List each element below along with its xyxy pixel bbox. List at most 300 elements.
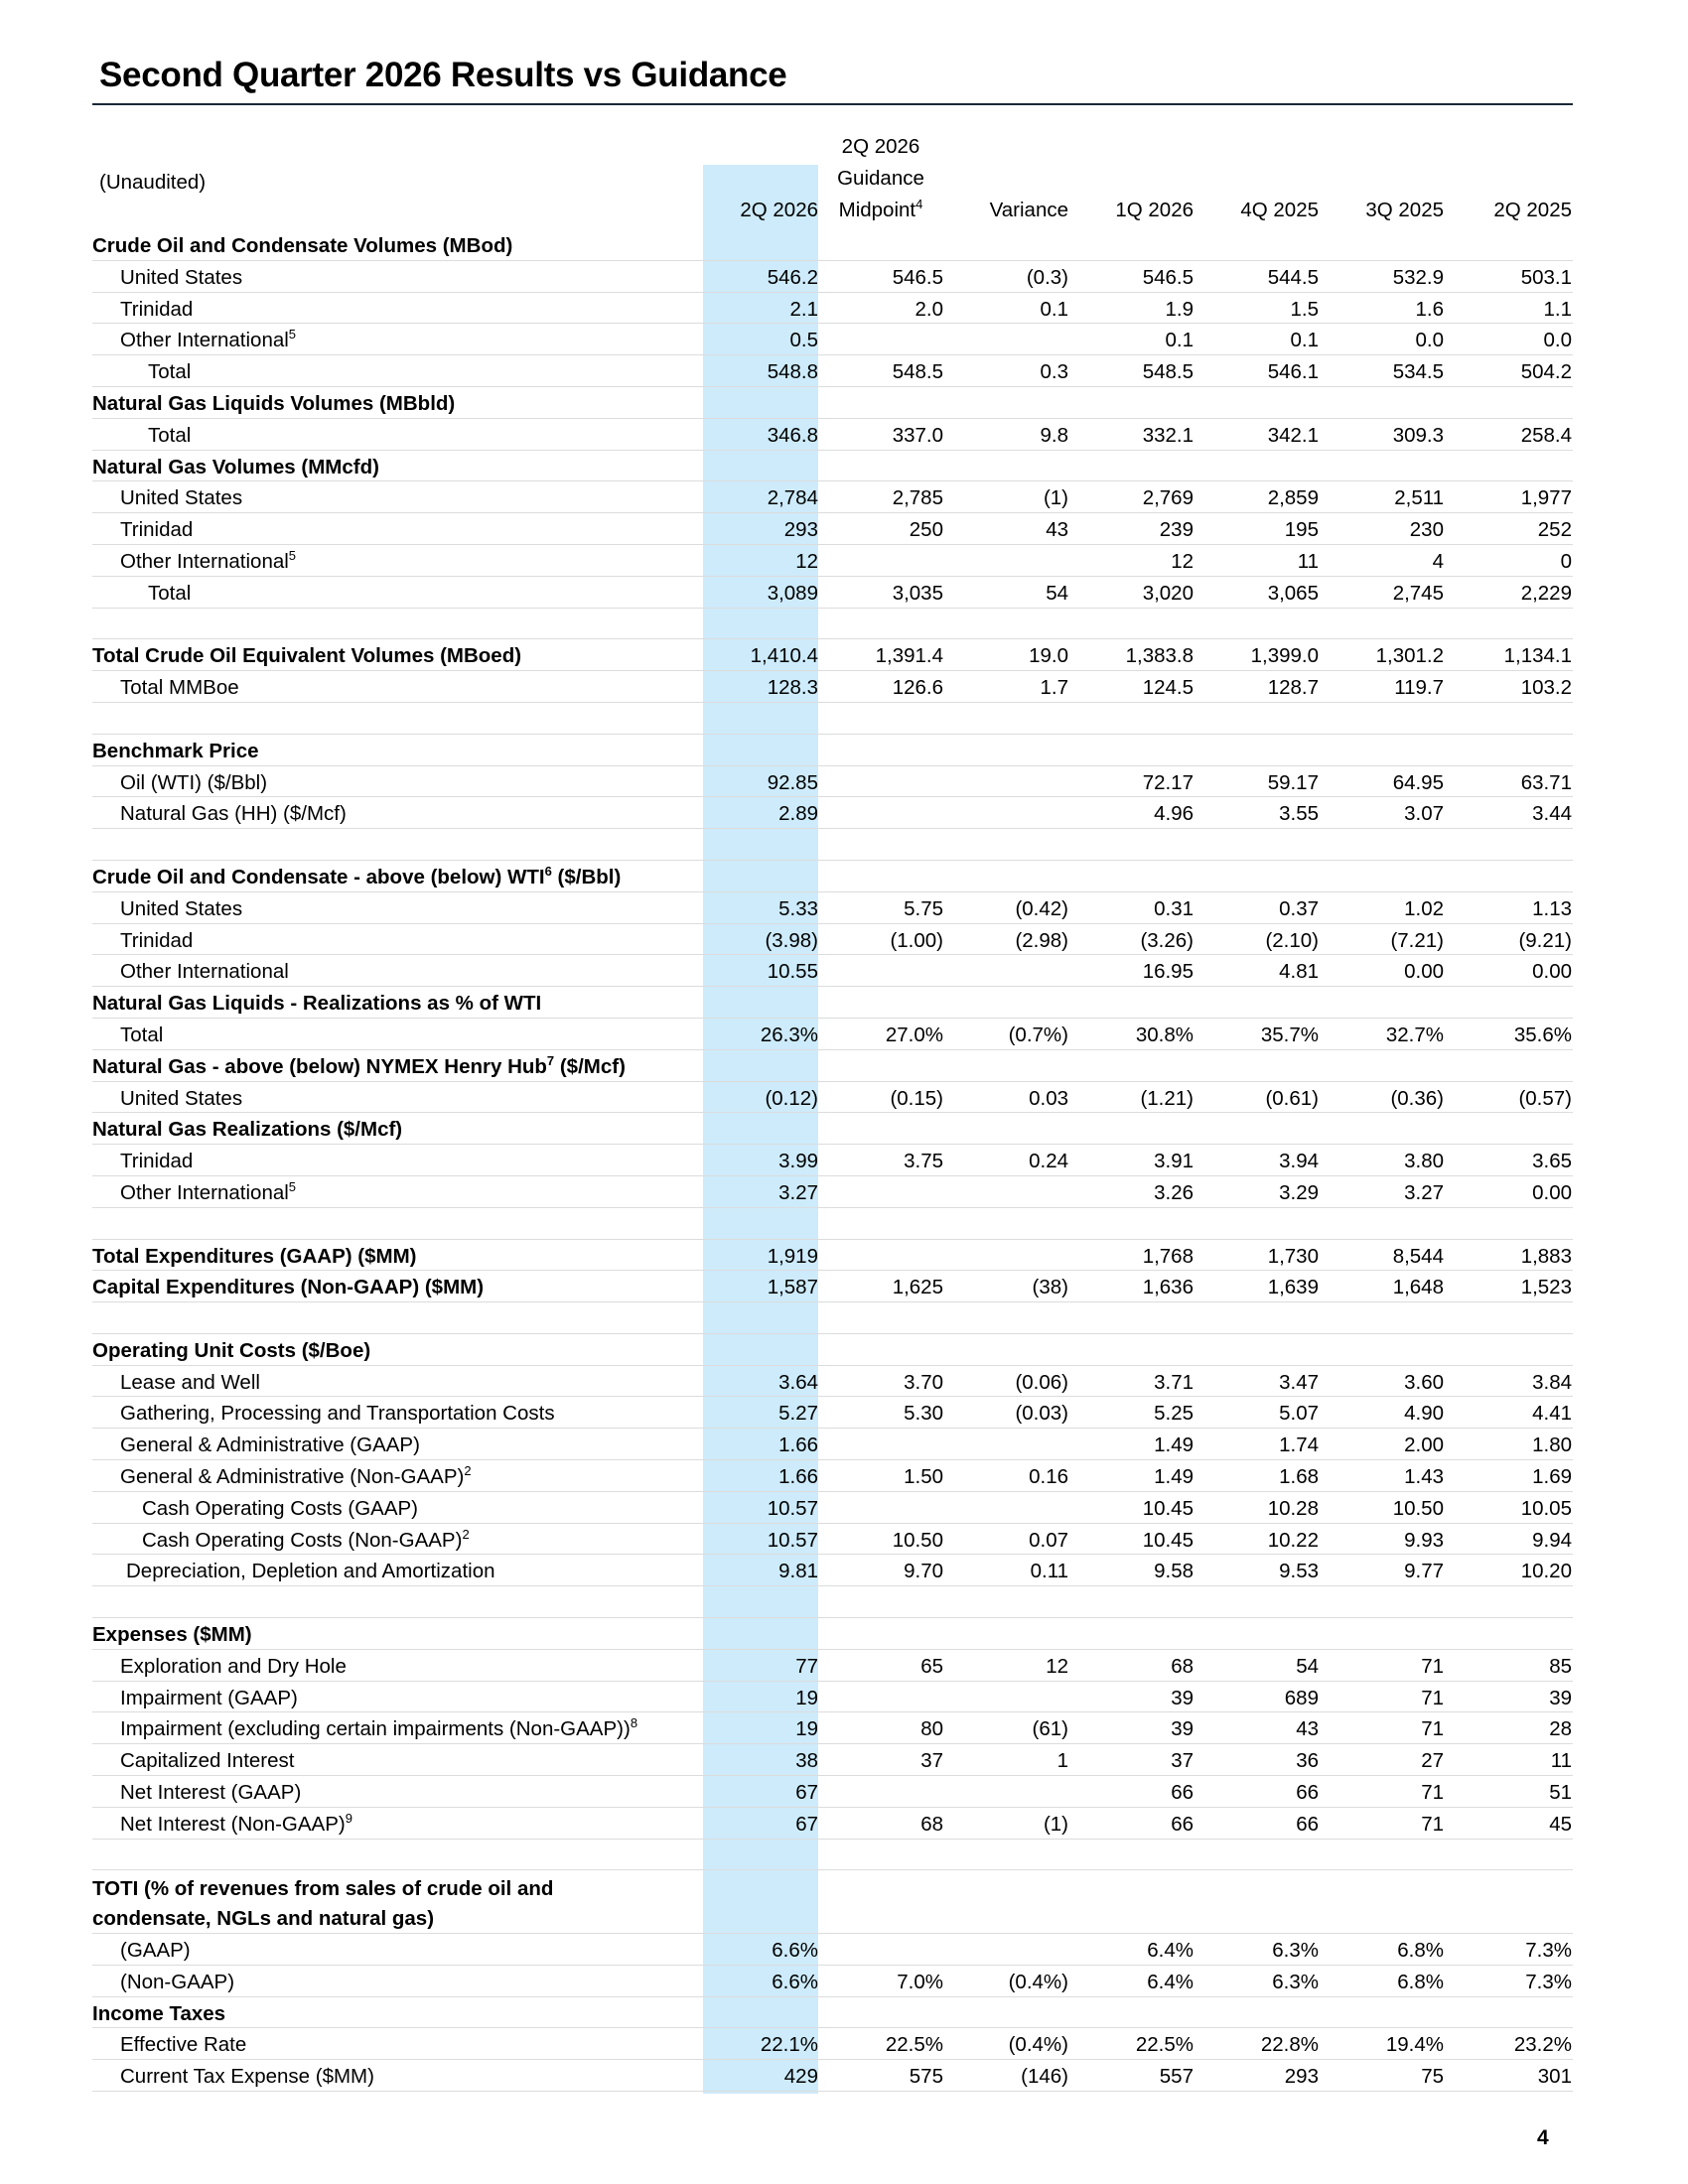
- table-cell: 534.5: [1392, 360, 1444, 384]
- table-cell: 3,065: [1267, 581, 1319, 605]
- table-cell: 39: [1171, 1717, 1194, 1741]
- table-cell: 6.3%: [1272, 1970, 1319, 1993]
- table-cell: (146): [1021, 2065, 1068, 2089]
- table-cell: 504.2: [1520, 360, 1572, 384]
- table-cell: 67: [795, 1781, 818, 1805]
- table-cell: 3.27: [778, 1180, 818, 1204]
- table-cell: 0.1: [1290, 329, 1319, 352]
- table-row: [92, 1682, 1573, 1713]
- table-row: [92, 1334, 1573, 1366]
- table-row: [92, 1586, 1573, 1618]
- table-cell: 128.7: [1267, 676, 1319, 700]
- table-cell: 1.80: [1532, 1433, 1572, 1457]
- row-label: Current Tax Expense ($MM): [120, 2065, 374, 2089]
- table-row: [92, 1712, 1573, 1744]
- row-label: Cash Operating Costs (GAAP): [142, 1496, 418, 1520]
- table-cell: 10.45: [1142, 1528, 1194, 1552]
- table-cell: 0.11: [1030, 1560, 1068, 1583]
- table-cell: 1,883: [1520, 1244, 1572, 1268]
- table-cell: 37: [1171, 1749, 1194, 1773]
- table-cell: 66: [1296, 1781, 1319, 1805]
- table-cell: 429: [783, 2065, 818, 2089]
- table-cell: 1,134.1: [1503, 644, 1572, 668]
- row-label: United States: [120, 896, 243, 920]
- table-cell: 2.00: [1404, 1433, 1444, 1457]
- table-row: [92, 1966, 1573, 1997]
- row-label: United States: [120, 1086, 243, 1110]
- table-row: [92, 1302, 1573, 1334]
- table-cell: 3,035: [892, 581, 943, 605]
- footnote-marker: 9: [345, 1811, 352, 1827]
- table-cell: 575: [909, 2065, 943, 2089]
- table-cell: 10.45: [1142, 1496, 1194, 1520]
- table-cell: 6.4%: [1147, 1939, 1194, 1963]
- table-row: [92, 1240, 1573, 1272]
- table-cell: 11: [1550, 1749, 1572, 1773]
- table-cell: 1,636: [1142, 1276, 1194, 1299]
- table-cell: 1.68: [1279, 1465, 1319, 1489]
- column-header-6-line-3: 2Q 2025: [1493, 199, 1572, 221]
- table-cell: 66: [1296, 1812, 1319, 1836]
- table-cell: 71: [1421, 1781, 1444, 1805]
- table-cell: 43: [1296, 1717, 1319, 1741]
- table-cell: (0.42): [1015, 896, 1068, 920]
- table-cell: 9.94: [1532, 1528, 1572, 1552]
- table-cell: 67: [795, 1812, 818, 1836]
- table-cell: 6.6%: [772, 1939, 818, 1963]
- table-cell: 5.07: [1279, 1402, 1319, 1426]
- table-cell: (1.21): [1140, 1086, 1194, 1110]
- table-row: [92, 671, 1573, 703]
- table-cell: 6.8%: [1397, 1939, 1444, 1963]
- row-label: Expenses ($MM): [92, 1623, 252, 1647]
- table-cell: 532.9: [1392, 265, 1444, 289]
- table-cell: 2,511: [1394, 486, 1444, 510]
- table-cell: 548.8: [767, 360, 818, 384]
- table-cell: 3.55: [1279, 802, 1319, 826]
- table-cell: 4: [1432, 549, 1444, 573]
- footnote-marker: 5: [288, 1179, 297, 1195]
- table-cell: 10.57: [767, 1496, 818, 1520]
- results-table: [92, 229, 1573, 2092]
- table-cell: 252: [1537, 518, 1572, 542]
- table-cell: 19.4%: [1385, 2033, 1444, 2057]
- table-row: [92, 1019, 1573, 1050]
- table-row: [92, 577, 1573, 609]
- row-label: Capital Expenditures (Non-GAAP) ($MM): [92, 1276, 485, 1299]
- table-cell: 4.90: [1404, 1402, 1444, 1426]
- row-label: Natural Gas Liquids - Realizations as % of WTI: [92, 992, 542, 1016]
- table-row: [92, 2028, 1573, 2060]
- table-cell: 3.75: [904, 1150, 943, 1173]
- row-label: Total: [148, 581, 192, 605]
- table-cell: 16.95: [1142, 960, 1194, 984]
- footnote-marker: 2: [462, 1526, 470, 1542]
- row-label: Natural Gas Realizations ($/Mcf): [92, 1118, 403, 1142]
- column-header-2-line-3: Variance: [989, 199, 1068, 221]
- table-row: [92, 1145, 1573, 1176]
- table-row: [92, 1208, 1573, 1240]
- table-cell: 2.1: [789, 297, 818, 321]
- table-cell: 557: [1159, 2065, 1194, 2089]
- table-cell: 1.49: [1154, 1433, 1194, 1457]
- table-cell: 22.5%: [885, 2033, 943, 2057]
- table-cell: 0.16: [1029, 1465, 1068, 1489]
- table-row: [92, 1429, 1573, 1460]
- table-cell: 1,391.4: [875, 644, 943, 668]
- table-cell: 103.2: [1520, 676, 1572, 700]
- table-row: [92, 829, 1573, 861]
- table-cell: (9.21): [1518, 928, 1572, 952]
- table-row: [92, 1997, 1573, 2029]
- table-cell: 12: [1046, 1654, 1068, 1678]
- table-cell: 1,410.4: [750, 644, 818, 668]
- row-label: Total Expenditures (GAAP) ($MM): [92, 1244, 417, 1268]
- table-row: [92, 293, 1573, 325]
- table-cell: 3.70: [904, 1370, 943, 1394]
- table-cell: 12: [795, 549, 818, 573]
- table-cell: 22.8%: [1260, 2033, 1319, 2057]
- table-cell: 2,229: [1520, 581, 1572, 605]
- table-cell: 0.03: [1029, 1086, 1068, 1110]
- table-cell: 1,587: [767, 1276, 818, 1299]
- table-cell: (61): [1032, 1717, 1068, 1741]
- row-label: Trinidad: [120, 928, 194, 952]
- table-cell: 1.02: [1404, 896, 1444, 920]
- table-cell: 546.5: [1142, 265, 1194, 289]
- table-cell: 19: [795, 1717, 818, 1741]
- table-cell: 1,648: [1392, 1276, 1444, 1299]
- table-row: [92, 387, 1573, 419]
- table-cell: (1): [1043, 1812, 1068, 1836]
- table-cell: 0.0: [1415, 329, 1444, 352]
- table-cell: 1,768: [1142, 1244, 1194, 1268]
- table-cell: 12: [1171, 549, 1194, 573]
- table-cell: 195: [1284, 518, 1319, 542]
- table-row: [92, 1744, 1573, 1776]
- table-cell: 6.3%: [1272, 1939, 1319, 1963]
- table-cell: 548.5: [892, 360, 943, 384]
- table-cell: 27.0%: [885, 1023, 943, 1046]
- table-row: [92, 987, 1573, 1019]
- table-cell: 68: [1171, 1654, 1194, 1678]
- table-cell: 19.0: [1029, 644, 1068, 668]
- table-cell: 1.69: [1532, 1465, 1572, 1489]
- table-cell: 10.50: [892, 1528, 943, 1552]
- table-cell: 39: [1171, 1686, 1194, 1709]
- table-cell: 10.22: [1267, 1528, 1319, 1552]
- row-label: TOTI (% of revenues from sales of crude oil and condensate, NGLs and natural gas): [92, 1877, 554, 1931]
- table-cell: 1.9: [1165, 297, 1194, 321]
- table-cell: 5.25: [1154, 1402, 1194, 1426]
- table-row: [92, 2060, 1573, 2092]
- table-row: [92, 924, 1573, 956]
- table-row: [92, 261, 1573, 293]
- table-cell: 6.8%: [1397, 1970, 1444, 1993]
- table-row: [92, 1113, 1573, 1145]
- table-row: [92, 324, 1573, 355]
- table-cell: 64.95: [1392, 770, 1444, 794]
- table-cell: (0.15): [890, 1086, 943, 1110]
- table-row: [92, 1366, 1573, 1398]
- table-cell: (0.12): [765, 1086, 818, 1110]
- row-label: Other International$^5$: [120, 548, 297, 573]
- row-label: Total: [148, 423, 192, 447]
- row-label: Impairment (GAAP): [120, 1686, 298, 1709]
- unaudited-label: (Unaudited): [99, 171, 207, 194]
- page-number: 4: [1537, 2126, 1549, 2149]
- table-row: [92, 1050, 1573, 1082]
- table-cell: 126.6: [892, 676, 943, 700]
- table-cell: 10.20: [1520, 1560, 1572, 1583]
- row-label: Impairment (excluding certain impairments (Non-GAAP))$^8$: [120, 1715, 638, 1741]
- table-cell: 1.49: [1154, 1465, 1194, 1489]
- table-cell: 546.1: [1267, 360, 1319, 384]
- table-cell: 66: [1171, 1781, 1194, 1805]
- table-cell: 2,785: [892, 486, 943, 510]
- row-label: Trinidad: [120, 1150, 194, 1173]
- table-cell: 0.5: [789, 329, 818, 352]
- table-cell: 9.93: [1404, 1528, 1444, 1552]
- table-row: [92, 703, 1573, 735]
- row-label: Other International$^5$: [120, 327, 297, 352]
- table-cell: 239: [1159, 518, 1194, 542]
- table-cell: 3.44: [1532, 802, 1572, 826]
- title-divider: [92, 103, 1573, 105]
- table-cell: 37: [920, 1749, 943, 1773]
- table-row: [92, 1082, 1573, 1114]
- table-cell: 1.50: [904, 1465, 943, 1489]
- table-cell: 230: [1409, 518, 1444, 542]
- table-cell: 7.3%: [1525, 1970, 1572, 1993]
- table-cell: 5.33: [778, 896, 818, 920]
- row-label: Other International: [120, 960, 289, 984]
- table-cell: 1,919: [767, 1244, 818, 1268]
- table-cell: 0.24: [1029, 1150, 1068, 1173]
- table-row: [92, 1271, 1573, 1302]
- table-cell: 4.81: [1279, 960, 1319, 984]
- table-row: [92, 1492, 1573, 1524]
- table-cell: 3.26: [1154, 1180, 1194, 1204]
- table-row: [92, 1460, 1573, 1492]
- table-cell: (0.4%): [1008, 1970, 1068, 1993]
- table-cell: 0.00: [1404, 960, 1444, 984]
- table-cell: 9.81: [778, 1560, 818, 1583]
- table-cell: 1,523: [1520, 1276, 1572, 1299]
- table-row: [92, 735, 1573, 766]
- column-header-4-line-3: 4Q 2025: [1240, 199, 1319, 221]
- table-cell: 258.4: [1520, 423, 1572, 447]
- row-label: Oil (WTI) ($/Bbl): [120, 770, 268, 794]
- table-row: [92, 419, 1573, 451]
- table-row: [92, 1397, 1573, 1429]
- table-cell: 2.89: [778, 802, 818, 826]
- table-row: [92, 1618, 1573, 1650]
- table-cell: 77: [795, 1654, 818, 1678]
- table-row: [92, 955, 1573, 987]
- table-row: [92, 513, 1573, 545]
- table-row: [92, 481, 1573, 513]
- table-cell: 9.77: [1404, 1560, 1444, 1583]
- table-cell: 0.0: [1543, 329, 1572, 352]
- table-row: [92, 861, 1573, 892]
- table-cell: 0.37: [1279, 896, 1319, 920]
- table-cell: 3.99: [778, 1150, 818, 1173]
- table-cell: 544.5: [1267, 265, 1319, 289]
- table-cell: 1,639: [1267, 1276, 1319, 1299]
- row-label: Natural Gas Liquids Volumes (MBbld): [92, 391, 456, 415]
- row-label: Lease and Well: [120, 1370, 260, 1394]
- row-label: Gathering, Processing and Transportation Costs: [120, 1402, 555, 1426]
- table-cell: (0.61): [1265, 1086, 1319, 1110]
- table-cell: 43: [1046, 518, 1068, 542]
- table-cell: 72.17: [1142, 770, 1194, 794]
- table-cell: 2,745: [1392, 581, 1444, 605]
- table-cell: 1,730: [1267, 1244, 1319, 1268]
- column-header-1-line-3: Midpoint$^4$: [838, 197, 923, 221]
- row-label: Crude Oil and Condensate - above (below) WTI$^6$ ($/Bbl): [92, 864, 622, 888]
- table-cell: (0.36): [1390, 1086, 1444, 1110]
- table-cell: 0.1: [1165, 329, 1194, 352]
- column-header-1-line-2: Guidance: [837, 167, 924, 190]
- table-cell: 28: [1549, 1717, 1572, 1741]
- row-label: General & Administrative (Non-GAAP)$^2$: [120, 1463, 472, 1489]
- table-cell: 45: [1549, 1812, 1572, 1836]
- table-row: [92, 892, 1573, 924]
- table-cell: 38: [795, 1749, 818, 1773]
- table-cell: 11: [1297, 549, 1319, 573]
- table-cell: 54: [1296, 1654, 1319, 1678]
- table-cell: 7.3%: [1525, 1939, 1572, 1963]
- row-label: Effective Rate: [120, 2033, 247, 2057]
- table-cell: 9.58: [1154, 1560, 1194, 1583]
- table-cell: 3.64: [778, 1370, 818, 1394]
- table-cell: 3.80: [1404, 1150, 1444, 1173]
- table-cell: 10.05: [1520, 1496, 1572, 1520]
- table-cell: (7.21): [1390, 928, 1444, 952]
- table-cell: 1.66: [778, 1433, 818, 1457]
- page-title: Second Quarter 2026 Results vs Guidance: [99, 56, 787, 94]
- table-cell: 68: [920, 1812, 943, 1836]
- table-cell: 119.7: [1394, 676, 1444, 700]
- table-cell: 1,399.0: [1250, 644, 1319, 668]
- table-row: [92, 609, 1573, 640]
- table-row: [92, 1776, 1573, 1808]
- table-row: [92, 1176, 1573, 1208]
- footnote-marker: 7: [546, 1052, 555, 1068]
- table-cell: 5.27: [778, 1402, 818, 1426]
- footnote-marker: 4: [915, 197, 923, 212]
- table-cell: 546.2: [767, 265, 818, 289]
- table-row: [92, 766, 1573, 798]
- table-cell: 128.3: [767, 676, 818, 700]
- row-label: Net Interest (Non-GAAP)$^9$: [120, 1811, 352, 1836]
- row-label: Depreciation, Depletion and Amortization: [126, 1560, 495, 1583]
- table-row: [92, 1870, 1573, 1934]
- table-cell: 0.07: [1029, 1528, 1068, 1552]
- table-cell: (0.03): [1015, 1402, 1068, 1426]
- table-cell: 1.66: [778, 1465, 818, 1489]
- table-row: [92, 229, 1573, 261]
- table-cell: 3.71: [1154, 1370, 1194, 1394]
- table-cell: 71: [1421, 1717, 1444, 1741]
- table-cell: 63.71: [1520, 770, 1572, 794]
- table-cell: 1.5: [1290, 297, 1319, 321]
- table-row: [92, 355, 1573, 387]
- table-cell: 10.50: [1392, 1496, 1444, 1520]
- table-cell: (1.00): [890, 928, 943, 952]
- table-cell: 6.6%: [772, 1970, 818, 1993]
- table-cell: 30.8%: [1135, 1023, 1194, 1046]
- table-cell: 1.43: [1404, 1465, 1444, 1489]
- table-cell: 22.5%: [1135, 2033, 1194, 2057]
- table-cell: 59.17: [1267, 770, 1319, 794]
- row-label: Other International$^5$: [120, 1179, 297, 1204]
- table-cell: 1,383.8: [1125, 644, 1194, 668]
- table-cell: 3.65: [1532, 1150, 1572, 1173]
- table-cell: 10.57: [767, 1528, 818, 1552]
- row-label: Cash Operating Costs (Non-GAAP)$^2$: [142, 1526, 470, 1552]
- row-label: Income Taxes: [92, 2001, 226, 2025]
- footnote-marker: 2: [464, 1463, 472, 1479]
- table-cell: 0.31: [1154, 896, 1194, 920]
- table-cell: (2.10): [1265, 928, 1319, 952]
- row-label: Benchmark Price: [92, 739, 259, 762]
- table-cell: 51: [1549, 1781, 1572, 1805]
- table-cell: 80: [920, 1717, 943, 1741]
- table-cell: (0.3): [1026, 265, 1068, 289]
- table-row: [92, 1808, 1573, 1840]
- table-cell: 546.5: [892, 265, 943, 289]
- table-cell: 3.94: [1279, 1150, 1319, 1173]
- row-label: Crude Oil and Condensate Volumes (MBod): [92, 234, 513, 257]
- table-cell: 75: [1421, 2065, 1444, 2089]
- table-cell: 346.8: [767, 423, 818, 447]
- table-cell: 1.6: [1415, 297, 1444, 321]
- table-cell: 3.91: [1154, 1150, 1194, 1173]
- footnote-marker: 5: [288, 548, 297, 564]
- table-cell: 71: [1421, 1654, 1444, 1678]
- table-row: [92, 1555, 1573, 1586]
- footnote-marker: 5: [288, 327, 297, 342]
- table-cell: 3.84: [1532, 1370, 1572, 1394]
- table-row: [92, 545, 1573, 577]
- table-cell: 503.1: [1520, 265, 1572, 289]
- table-cell: 1,301.2: [1375, 644, 1444, 668]
- table-cell: 71: [1421, 1812, 1444, 1836]
- table-cell: (2.98): [1015, 928, 1068, 952]
- table-row: [92, 1934, 1573, 1966]
- table-cell: 65: [920, 1654, 943, 1678]
- footnote-marker: 8: [630, 1715, 638, 1731]
- table-cell: 3.27: [1404, 1180, 1444, 1204]
- table-cell: 26.3%: [760, 1023, 818, 1046]
- table-cell: 6.4%: [1147, 1970, 1194, 1993]
- table-cell: 293: [1284, 2065, 1319, 2089]
- table-cell: 35.7%: [1260, 1023, 1319, 1046]
- table-cell: 0.00: [1532, 960, 1572, 984]
- table-cell: 309.3: [1392, 423, 1444, 447]
- row-label: Operating Unit Costs ($/Boe): [92, 1338, 371, 1362]
- table-row: [92, 797, 1573, 829]
- table-cell: 92.85: [767, 770, 818, 794]
- row-label: Total Crude Oil Equivalent Volumes (MBoed): [92, 644, 522, 668]
- table-cell: 7.0%: [897, 1970, 943, 1993]
- row-label: Exploration and Dry Hole: [120, 1654, 347, 1678]
- table-cell: 301: [1537, 2065, 1572, 2089]
- table-cell: 2.0: [914, 297, 943, 321]
- table-cell: 124.5: [1142, 676, 1194, 700]
